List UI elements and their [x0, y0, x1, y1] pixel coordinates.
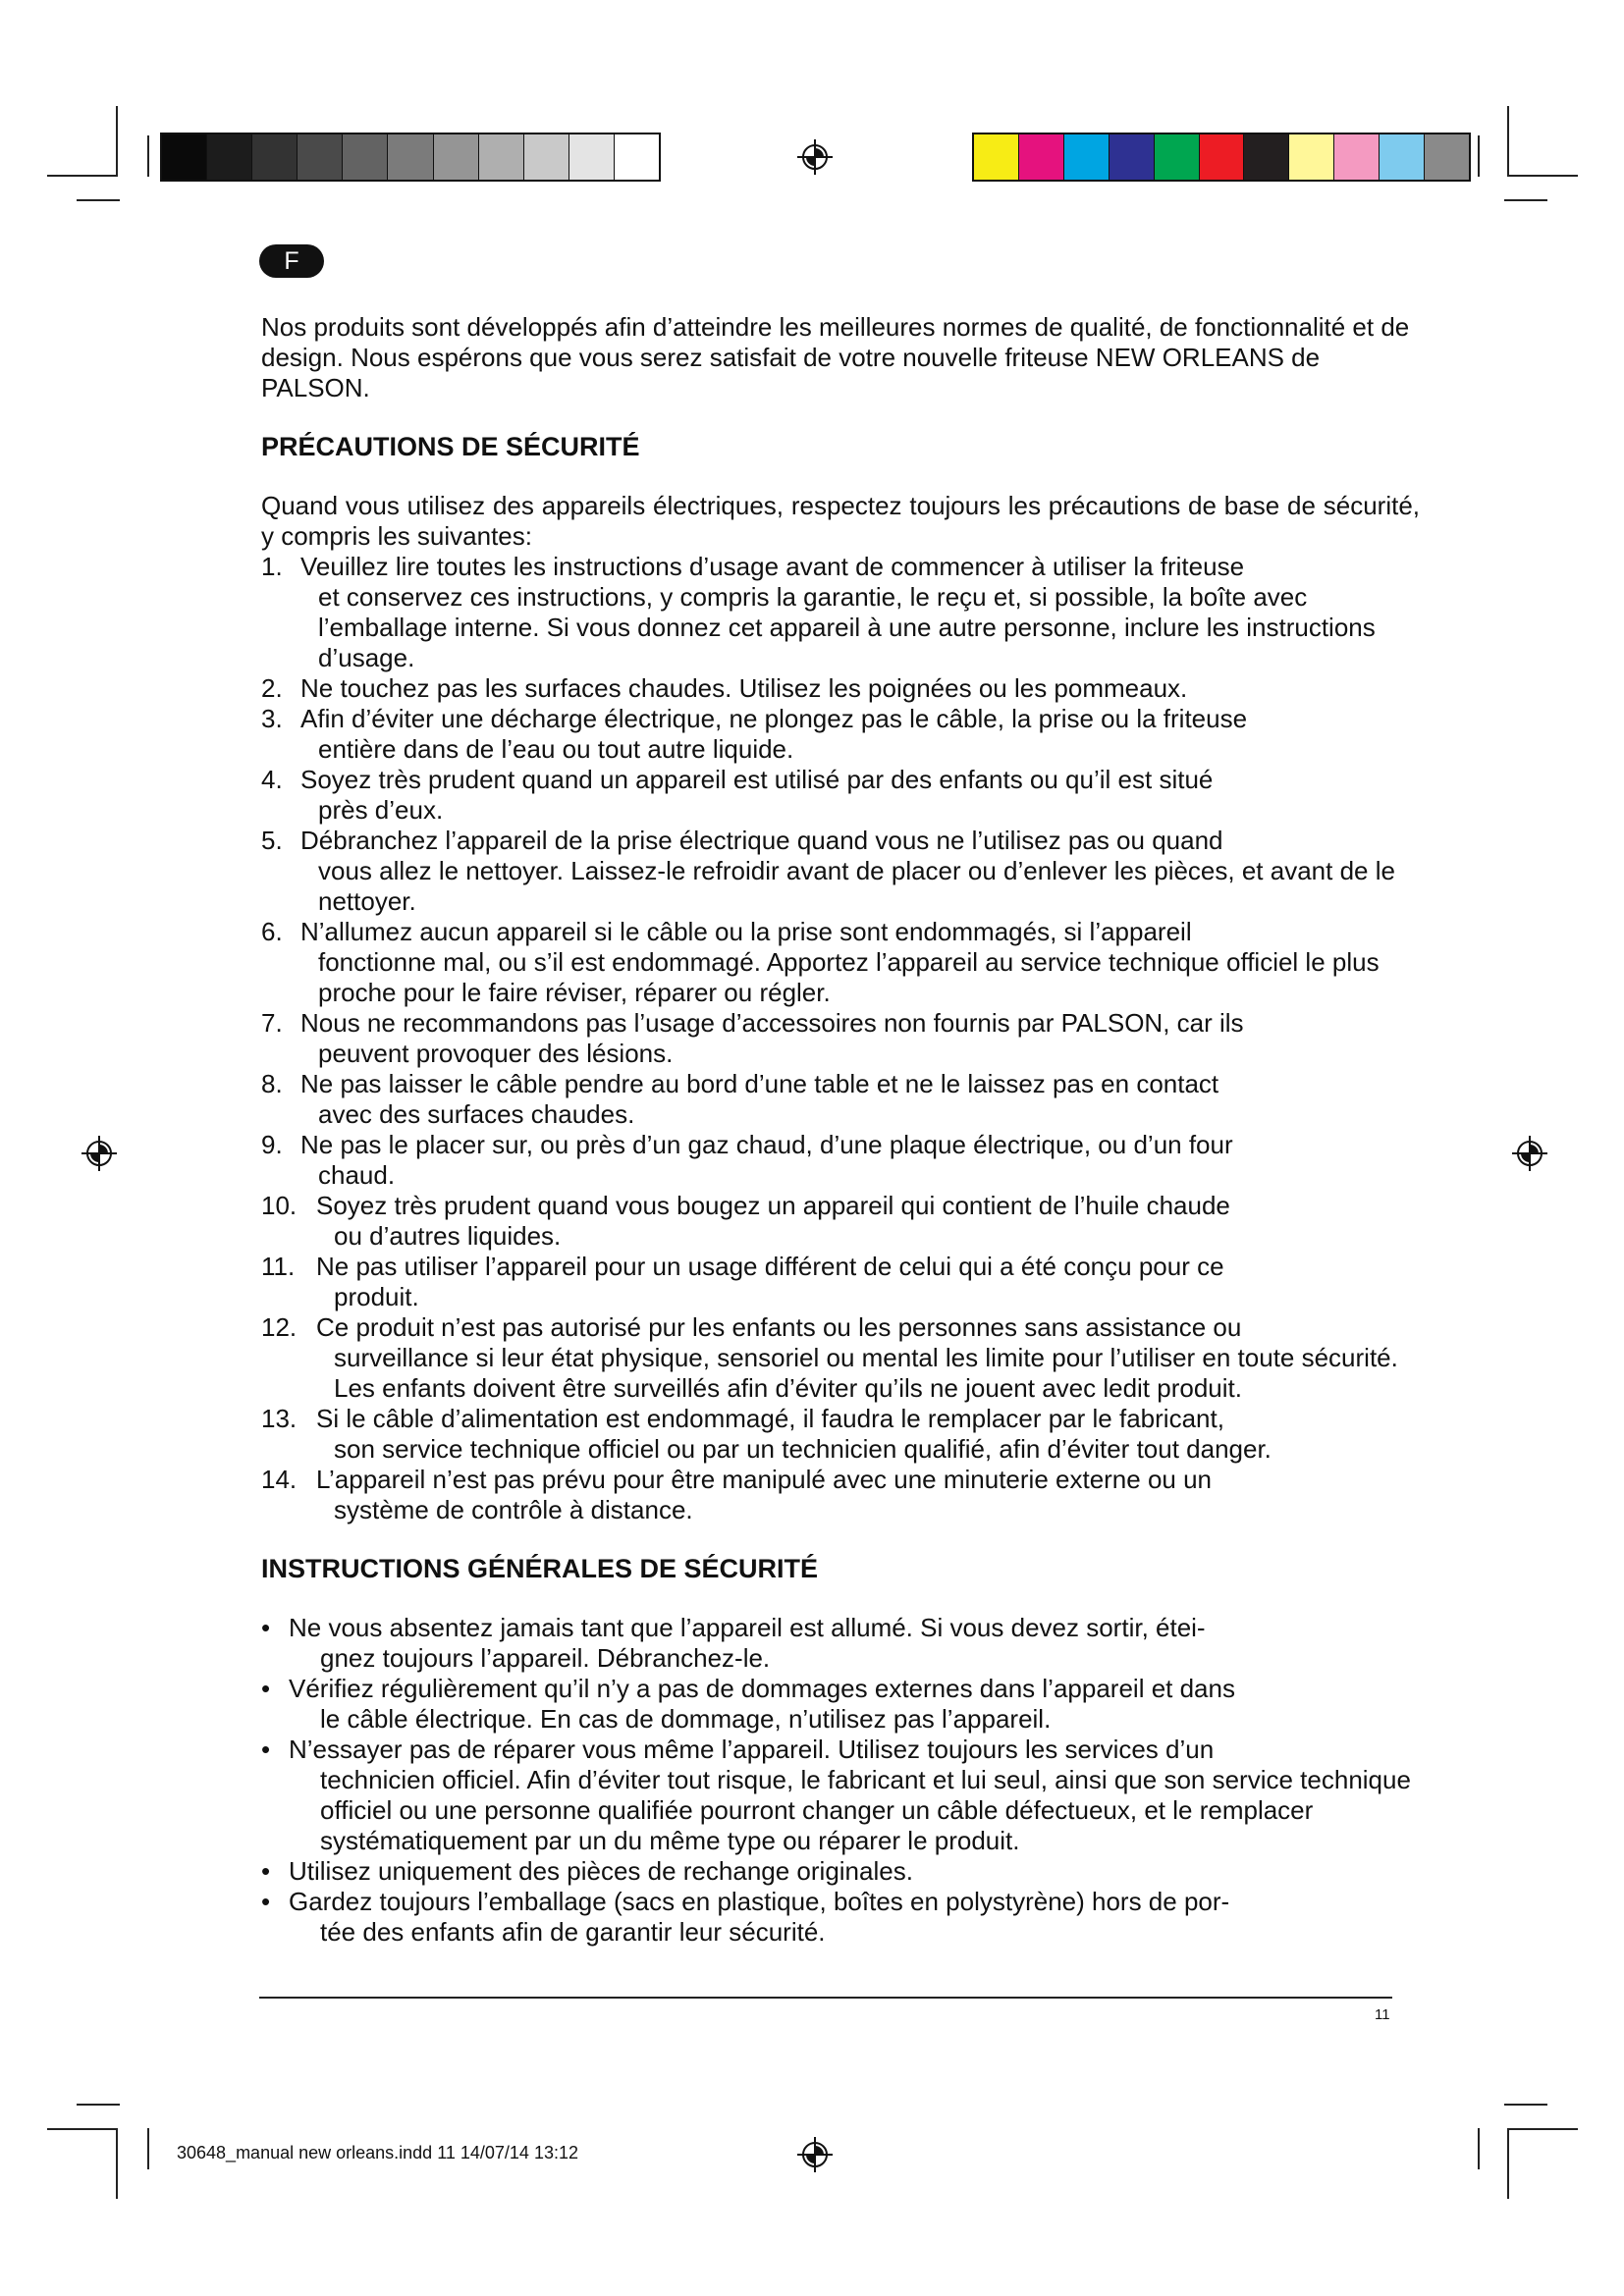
- list-item: [261, 1674, 1420, 1735]
- item-text-continued: vous allez le nettoyer. Laissez-le refroidir avant de placer ou d’enlever les pièces, et avant de le nettoyer.: [318, 856, 1395, 916]
- list-item: [261, 1465, 1420, 1525]
- intro-paragraph: Nos produits sont développés afin d’atteindre les meilleures normes de qualité, de fonctionnalité et de design. Nous espérons que vous serez satisfait de votre nouvelle friteuse NEW ORLEANS de PALSON.: [261, 312, 1410, 402]
- color-swatch: [1110, 134, 1155, 180]
- item-text: Si le câble d’alimentation est endommagé, il faudra le remplacer par le fabricant,: [316, 1404, 1224, 1433]
- list-item: [261, 1887, 1420, 1948]
- item-text-continued: son service technique officiel ou par un technicien qualifié, afin d’éviter tout danger.: [334, 1434, 1272, 1464]
- grayscale-bar: [160, 133, 661, 182]
- item-number: 14.: [261, 1465, 298, 1494]
- gray-swatch: [615, 134, 659, 180]
- list-item: [261, 1404, 1420, 1465]
- section-heading-safety-precautions: PRÉCAUTIONS DE SÉCURITÉ: [261, 432, 640, 461]
- item-text-continued: chaud.: [318, 1160, 396, 1190]
- print-slug: 30648_manual new orleans.indd 11 14/07/14 13:12: [177, 2143, 578, 2163]
- item-text: Ne pas utiliser l’appareil pour un usage différent de celui qui a été conçu pour ce: [316, 1252, 1224, 1281]
- item-number: 11.: [261, 1252, 296, 1281]
- crop-mark: [47, 175, 118, 177]
- item-text: Ne pas laisser le câble pendre au bord d’une table et ne le laissez pas en contact: [300, 1069, 1219, 1098]
- registration-mark-icon: [795, 2135, 835, 2174]
- item-text-continued: le câble électrique. En cas de dommage, n’utilisez pas l’appareil.: [320, 1704, 1052, 1734]
- gray-swatch: [524, 134, 569, 180]
- item-text-continued: système de contrôle à distance.: [334, 1495, 693, 1524]
- crop-mark: [1504, 199, 1547, 201]
- section-lead: Quand vous utilisez des appareils électriques, respectez toujours les précautions de base de sécurité, y compris les suivantes:: [261, 491, 1420, 551]
- gray-swatch: [434, 134, 479, 180]
- gray-swatch: [207, 134, 252, 180]
- item-number: 7.: [261, 1008, 283, 1038]
- crop-mark: [1507, 2128, 1578, 2130]
- color-swatch: [974, 134, 1019, 180]
- list-item: [261, 1191, 1420, 1252]
- color-swatch: [1244, 134, 1289, 180]
- bullet-icon: •: [261, 1735, 271, 1764]
- item-text: Veuillez lire toutes les instructions d’usage avant de commencer à utiliser la friteuse: [300, 552, 1245, 581]
- item-number: 12.: [261, 1312, 298, 1342]
- gray-swatch: [479, 134, 524, 180]
- list-item: [261, 1312, 1420, 1404]
- color-swatch: [1064, 134, 1110, 180]
- section-heading-general-instructions: INSTRUCTIONS GÉNÉRALES DE SÉCURITÉ: [261, 1554, 819, 1583]
- registration-mark-icon: [80, 1134, 119, 1173]
- gray-swatch: [388, 134, 433, 180]
- list-item: [261, 1130, 1420, 1191]
- gray-swatch: [162, 134, 207, 180]
- footer-rule: [259, 1997, 1392, 1999]
- item-text-continued: gnez toujours l’appareil. Débranchez-le.: [320, 1643, 771, 1673]
- item-text: Utilisez uniquement des pièces de rechange originales.: [289, 1856, 913, 1886]
- item-text-continued: et conservez ces instructions, y compris la garantie, le reçu et, si possible, la boîte avec l’emballage interne. Si vous donnez cet appareil à une autre personne, inclure les instructions d’usage.: [318, 582, 1376, 672]
- color-swatch: [1380, 134, 1425, 180]
- item-text: Ne pas le placer sur, ou près d’un gaz chaud, d’une plaque électrique, ou d’un four: [300, 1130, 1233, 1159]
- crop-mark: [116, 2128, 118, 2199]
- item-number: 5.: [261, 826, 283, 855]
- item-text-continued: fonctionne mal, ou s’il est endommagé. Apportez l’appareil au service technique officiel le plus proche pour le faire réviser, réparer ou régler.: [318, 947, 1380, 1007]
- color-swatch: [1019, 134, 1064, 180]
- item-text: N’allumez aucun appareil si le câble ou la prise sont endommagés, si l’appareil: [300, 917, 1192, 946]
- bullet-icon: •: [261, 1887, 271, 1916]
- bullet-icon: •: [261, 1674, 271, 1703]
- item-number: 10.: [261, 1191, 298, 1220]
- item-text-continued: près d’eux.: [318, 795, 444, 825]
- page-number: 11: [1375, 2006, 1390, 2023]
- gray-swatch: [298, 134, 343, 180]
- crop-mark: [147, 2128, 149, 2169]
- list-item: [261, 673, 1420, 704]
- color-swatch: [1425, 134, 1469, 180]
- item-text: Ne vous absentez jamais tant que l’appareil est allumé. Si vous devez sortir, étei-: [289, 1613, 1206, 1642]
- list-item: [261, 917, 1420, 1008]
- list-item: [261, 765, 1420, 826]
- crop-mark: [1507, 2128, 1509, 2199]
- gray-swatch: [343, 134, 388, 180]
- list-item: [261, 826, 1420, 917]
- crop-mark: [1504, 2104, 1547, 2106]
- item-number: 9.: [261, 1130, 283, 1159]
- item-text: Afin d’éviter une décharge électrique, ne plongez pas le câble, la prise ou la friteuse: [300, 704, 1248, 733]
- bullet-icon: •: [261, 1856, 271, 1886]
- item-text: Débranchez l’appareil de la prise électrique quand vous ne l’utilisez pas ou quand: [300, 826, 1223, 855]
- list-item: [261, 1008, 1420, 1069]
- list-item: [261, 1613, 1420, 1674]
- gray-swatch: [569, 134, 615, 180]
- list-item: [261, 704, 1420, 765]
- document-body: [261, 312, 1420, 1948]
- list-item: [261, 552, 1420, 673]
- item-text-continued: avec des surfaces chaudes.: [318, 1099, 635, 1129]
- list-item: [261, 1856, 1420, 1887]
- item-text-continued: tée des enfants afin de garantir leur sécurité.: [320, 1917, 826, 1947]
- item-text-continued: produit.: [334, 1282, 419, 1311]
- item-text: N’essayer pas de réparer vous même l’appareil. Utilisez toujours les services d’un: [289, 1735, 1215, 1764]
- crop-mark: [77, 199, 120, 201]
- bullet-icon: •: [261, 1613, 271, 1642]
- color-swatch: [1289, 134, 1334, 180]
- crop-mark: [147, 135, 149, 177]
- item-number: 13.: [261, 1404, 298, 1433]
- crop-mark: [116, 106, 118, 177]
- color-bar: [972, 133, 1471, 182]
- item-text: Nous ne recommandons pas l’usage d’accessoires non fournis par PALSON, car ils: [300, 1008, 1244, 1038]
- item-text: Gardez toujours l’emballage (sacs en plastique, boîtes en polystyrène) hors de por-: [289, 1887, 1230, 1916]
- color-swatch: [1334, 134, 1380, 180]
- item-text: Ce produit n’est pas autorisé pur les enfants ou les personnes sans assistance ou: [316, 1312, 1242, 1342]
- language-badge: F: [259, 244, 324, 278]
- registration-mark-icon: [795, 137, 835, 177]
- color-swatch: [1155, 134, 1200, 180]
- crop-mark: [1478, 2128, 1480, 2169]
- crop-mark: [77, 2104, 120, 2106]
- list-item: [261, 1735, 1420, 1856]
- item-text-continued: peuvent provoquer des lésions.: [318, 1039, 674, 1068]
- item-number: 2.: [261, 673, 283, 703]
- color-swatch: [1200, 134, 1245, 180]
- general-instructions-list: [261, 1613, 1420, 1948]
- item-number: 4.: [261, 765, 283, 794]
- item-text-continued: surveillance si leur état physique, sensoriel ou mental les limite pour l’utiliser en toute sécurité. Les enfants doivent être surveillés afin d’éviter qu’ils ne jouent avec ledit produit.: [334, 1343, 1398, 1403]
- crop-mark: [1507, 175, 1578, 177]
- registration-mark-icon: [1510, 1134, 1549, 1173]
- list-item: [261, 1252, 1420, 1312]
- item-text-continued: entière dans de l’eau ou tout autre liquide.: [318, 734, 794, 764]
- item-number: 3.: [261, 704, 283, 733]
- item-text-continued: technicien officiel. Afin d’éviter tout risque, le fabricant et lui seul, ainsi que son service technique officiel ou une personne qualifiée pourront changer un câble défectueux, et le remplacer systématiquement par un du même type ou réparer le produit.: [320, 1765, 1411, 1855]
- item-text-continued: ou d’autres liquides.: [334, 1221, 562, 1251]
- item-number: 1.: [261, 552, 283, 581]
- list-item: [261, 1069, 1420, 1130]
- gray-swatch: [252, 134, 298, 180]
- item-text: Soyez très prudent quand vous bougez un appareil qui contient de l’huile chaude: [316, 1191, 1230, 1220]
- item-text: L’appareil n’est pas prévu pour être manipulé avec une minuterie externe ou un: [316, 1465, 1213, 1494]
- crop-mark: [47, 2128, 118, 2130]
- crop-mark: [1478, 135, 1480, 177]
- item-number: 6.: [261, 917, 283, 946]
- precautions-list: [261, 552, 1420, 1525]
- item-text: Ne touchez pas les surfaces chaudes. Utilisez les poignées ou les pommeaux.: [300, 673, 1188, 703]
- item-number: 8.: [261, 1069, 283, 1098]
- item-text: Soyez très prudent quand un appareil est utilisé par des enfants ou qu’il est situé: [300, 765, 1214, 794]
- crop-mark: [1507, 106, 1509, 177]
- item-text: Vérifiez régulièrement qu’il n’y a pas de dommages externes dans l’appareil et dans: [289, 1674, 1235, 1703]
